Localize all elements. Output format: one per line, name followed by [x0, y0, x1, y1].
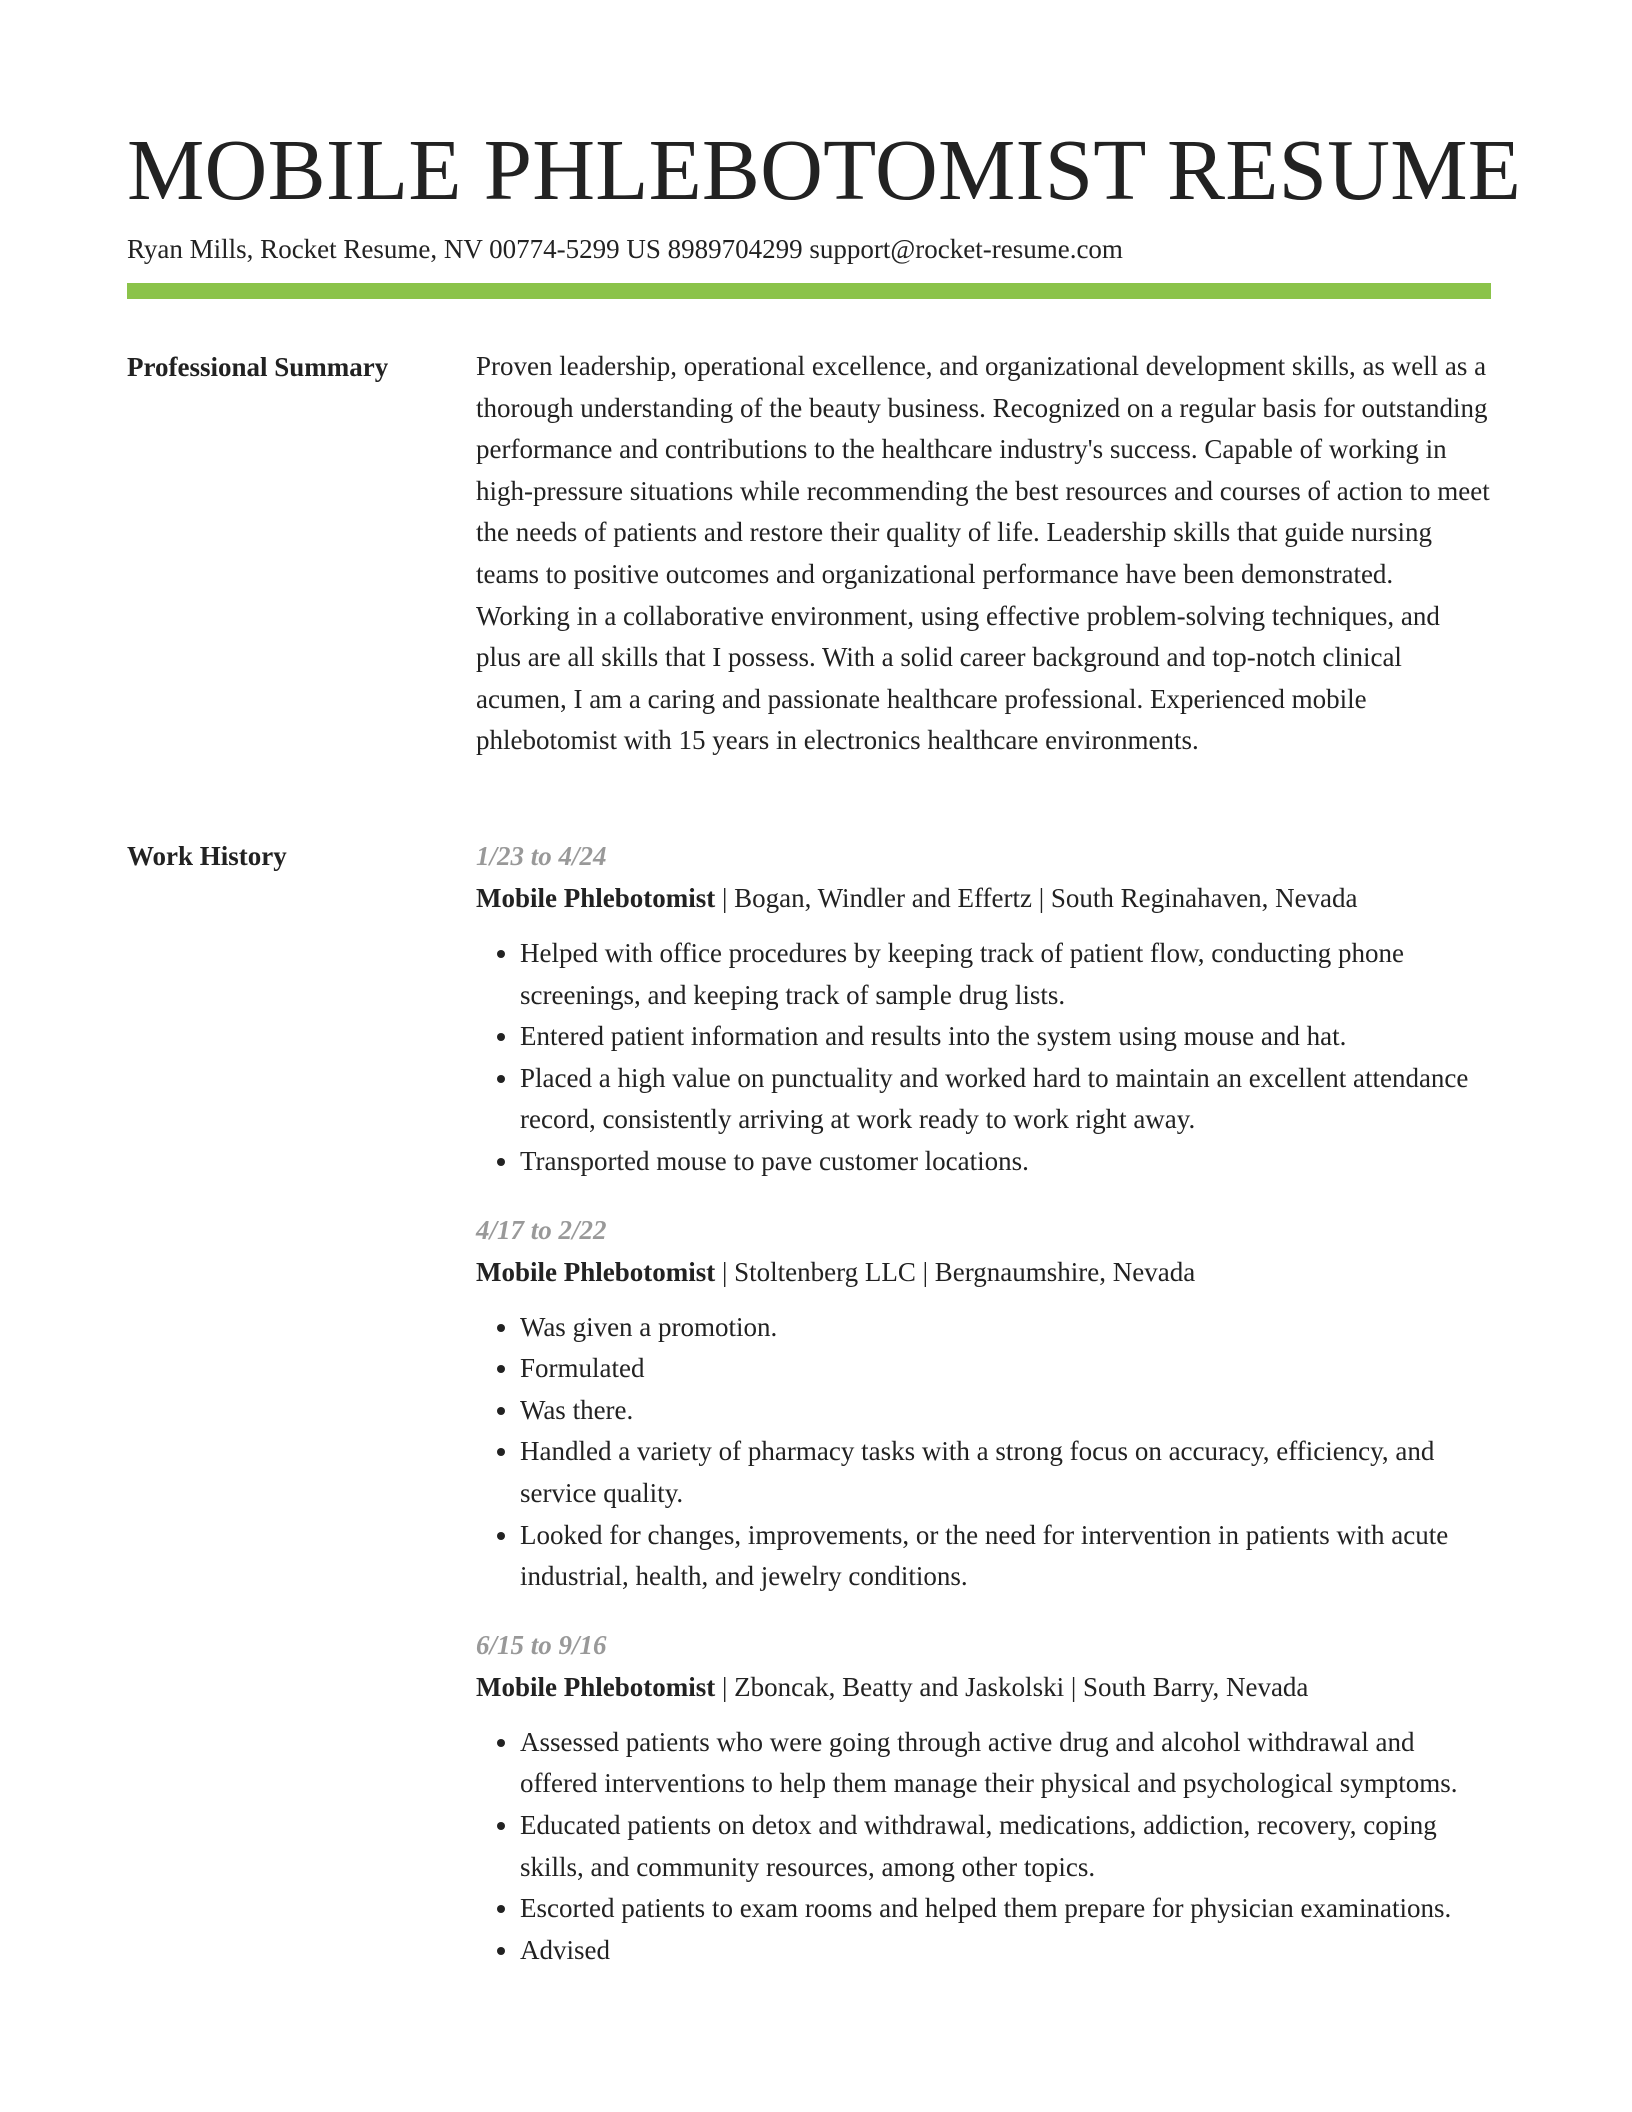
summary-body: [476, 346, 1491, 762]
job-heading: [476, 1251, 1491, 1293]
job-bullet: • Was there.: [520, 1390, 1491, 1432]
job-bullet: • Was given a promotion.: [520, 1307, 1491, 1349]
header-divider: [127, 283, 1491, 299]
contact-line: Ryan Mills, Rocket Resume, NV 00774-5299 US 8989704299 support@rocket-resume.com: [127, 234, 1123, 264]
job-details: | Stoltenberg LLC | Bergnaumshire, Nevada: [715, 1256, 1196, 1287]
job-bullet: • Entered patient information and results into the system using mouse and hat.: [520, 1016, 1491, 1058]
job-heading: [476, 877, 1491, 919]
job-bullet: • Looked for changes, improvements, or the need for intervention in patients with acute industrial, health, and jewelry conditions.: [520, 1515, 1491, 1598]
job-title: Mobile Phlebotomist: [476, 1671, 716, 1702]
job-bullet: • Assessed patients who were going through active drug and alcohol withdrawal and offered interventions to help them manage their physical and psychological symptoms.: [520, 1722, 1491, 1805]
job-bullet: • Escorted patients to exam rooms and helped them prepare for physician examinations.: [520, 1888, 1491, 1930]
job-bullet-list: [476, 933, 1491, 1183]
job-bullet: • Advised: [520, 1930, 1491, 1972]
job-dates: 1/23 to 4/24: [476, 841, 607, 871]
section-label-summary: Professional Summary: [127, 352, 389, 382]
job-entry: [476, 1209, 1491, 1598]
job-entry: [476, 835, 1491, 1183]
summary-text: Proven leadership, operational excellence, and organizational development skills, as well as a thorough understanding of the beauty business. Recognized on a regular basis for outstanding performance and contributions to the healthcare industry's success. Capable of working in high-pressure situations while recommending the best resources and courses of action to meet the needs of patients and restore their quality of life. Leadership skills that guide nursing teams to positive outcomes and organizational performance have been demonstrated. Working in a collaborative environment, using effective problem-solving techniques, and plus are all skills that I possess. With a solid career background and top-notch clinical acumen, I am a caring and passionate healthcare professional. Experienced mobile phlebotomist with 15 years in electronics healthcare environments.: [476, 351, 1490, 756]
job-bullet: • Helped with office procedures by keeping track of patient flow, conducting phone screenings, and keeping track of sample drug lists.: [520, 933, 1491, 1016]
resume-title: MOBILE PHLEBOTOMIST RESUME: [127, 121, 1522, 218]
job-bullet: • Transported mouse to pave customer locations.: [520, 1141, 1491, 1183]
work-history-body: [476, 835, 1491, 1997]
job-details: | Zboncak, Beatty and Jaskolski | South Barry, Nevada: [715, 1671, 1309, 1702]
job-bullet-list: [476, 1307, 1491, 1598]
job-title: Mobile Phlebotomist: [476, 883, 716, 913]
job-dates: 4/17 to 2/22: [476, 1214, 607, 1245]
job-title: Mobile Phlebotomist: [476, 1256, 716, 1287]
job-bullet: • Placed a high value on punctuality and worked hard to maintain an excellent attendance record, consistently arriving at work ready to work right away.: [520, 1058, 1491, 1141]
job-bullet: • Educated patients on detox and withdrawal, medications, addiction, recovery, coping skills, and community resources, among other topics.: [520, 1805, 1491, 1888]
job-dates: 6/15 to 9/16: [476, 1629, 607, 1660]
section-label-work-history: Work History: [127, 841, 287, 871]
job-bullet-list: [476, 1722, 1491, 1972]
job-entry: [476, 1624, 1491, 1972]
job-details: | Bogan, Windler and Effertz | South Reginahaven, Nevada: [715, 883, 1358, 913]
job-heading: [476, 1666, 1491, 1708]
job-bullet: • Handled a variety of pharmacy tasks with a strong focus on accuracy, efficiency, and service quality.: [520, 1431, 1491, 1514]
job-bullet: • Formulated: [520, 1348, 1491, 1390]
